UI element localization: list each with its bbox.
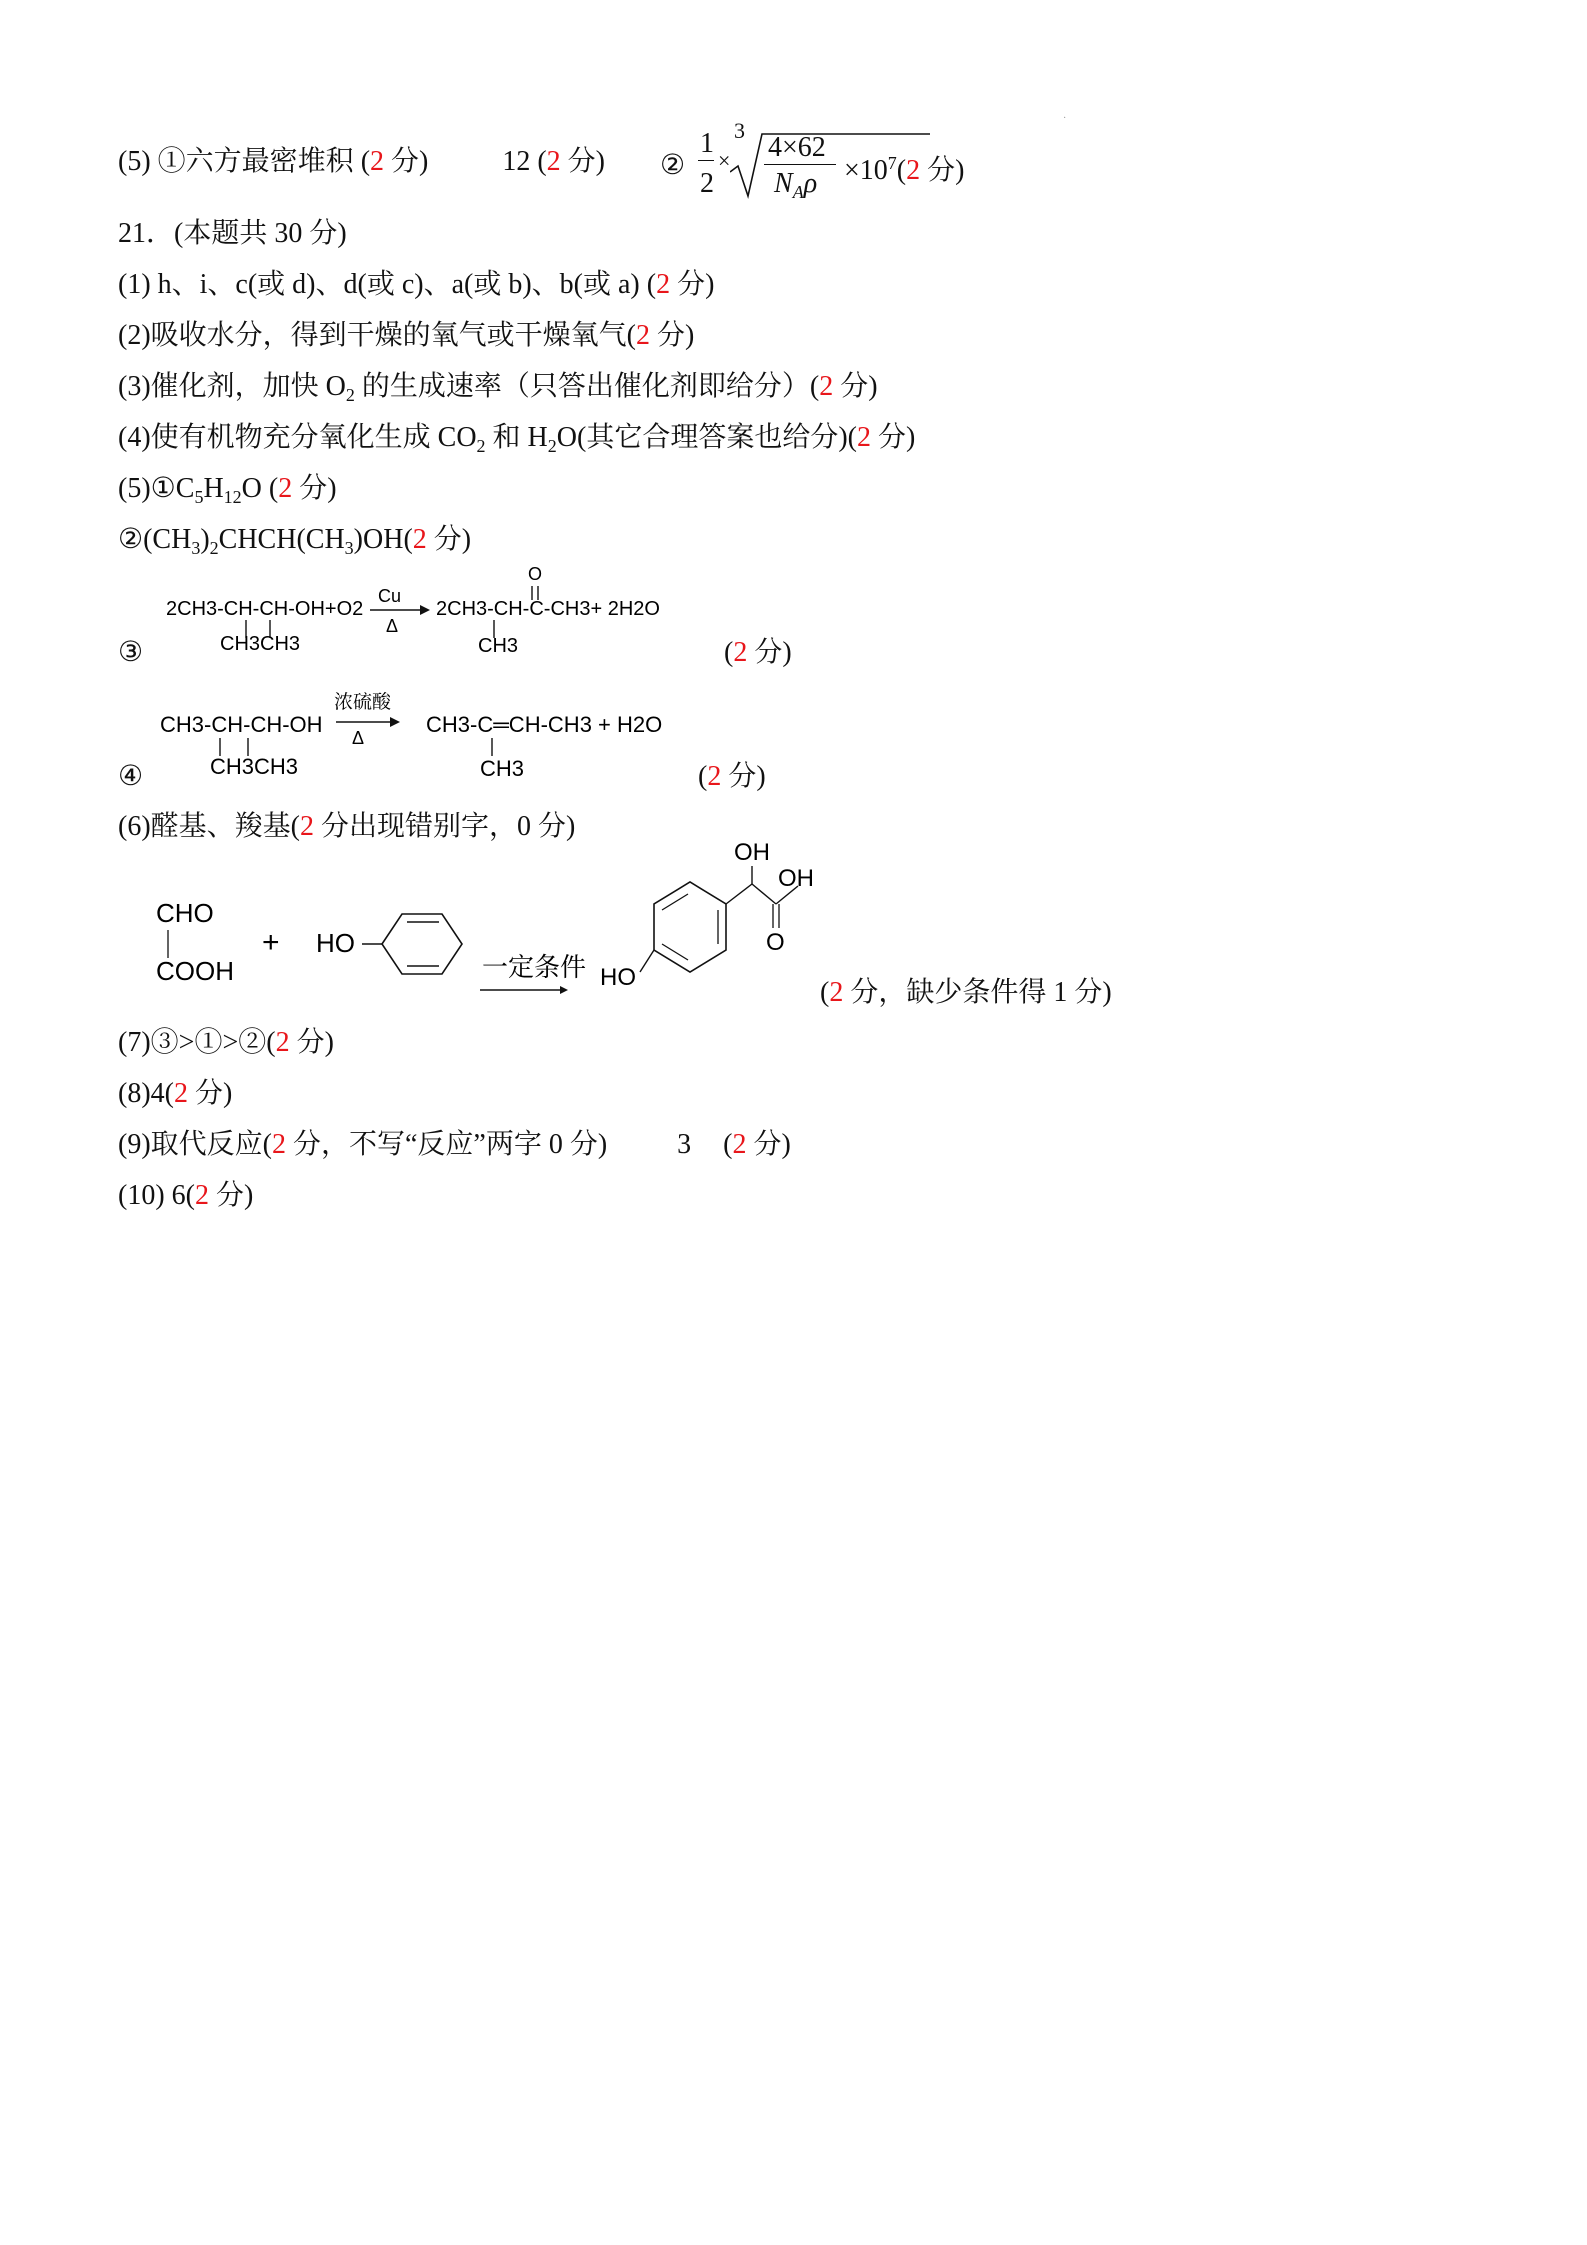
phenol-ho: HO xyxy=(316,928,355,958)
eq3-right-branch: CH3 xyxy=(478,635,519,657)
q20-5-line: (5) ①六方最密堆积 (2 分) 12 (2 分) xyxy=(118,146,605,177)
avogadro-A: A xyxy=(792,182,804,202)
eq3-catalyst: Cu xyxy=(378,586,402,606)
q20-5-value-12: 12 xyxy=(502,146,531,177)
product-oh-acid: OH xyxy=(778,865,814,892)
fraction-numerator: 1 xyxy=(700,128,714,159)
exponent: 7 xyxy=(887,153,897,173)
q20-5-formula: ② 1 2 × 3 4×62 $N_A\rho$ $\times 10^7(2$ 分) xyxy=(660,118,965,202)
score-value: 2 xyxy=(829,977,844,1008)
eq4-left-branches: CH3CH3 xyxy=(210,754,299,779)
times-ten: ×10 xyxy=(844,155,888,186)
q21-line-7: (7)③>①>②(2 分) xyxy=(118,1027,334,1058)
score-value: 2 xyxy=(733,637,748,668)
eq3-circle: ③ xyxy=(118,637,144,668)
q21-line-9: (6)醛基、羧基(2 分出现错别字，0 分) xyxy=(118,811,576,842)
score-value: 2 xyxy=(546,146,561,177)
glyoxylic-cooh: COOH xyxy=(156,956,234,986)
eq4-circle: ④ xyxy=(118,761,144,792)
score-value: 2 xyxy=(370,146,385,177)
density-rho: ρ xyxy=(803,168,818,199)
score-value: 2 xyxy=(299,811,314,842)
q20-5-part2-circle: ② xyxy=(660,150,686,181)
plus-sign: + xyxy=(262,926,280,959)
q20-5-part1-text: 六方最密堆积 xyxy=(185,146,354,177)
reaction-condition: 一定条件 xyxy=(482,952,587,982)
fraction-denominator: 2 xyxy=(700,168,714,199)
root-numerator: 4×62 xyxy=(768,132,826,163)
score-value: 2 xyxy=(275,1027,290,1058)
product-carbonyl-o: O xyxy=(766,929,785,956)
q21-line-8: (8)4(2 分) xyxy=(118,1078,233,1109)
eq4-score: (2 分) xyxy=(698,761,766,792)
q21-line-2: (2)吸收水分，得到干燥的氧气或干燥氧气(2 分) xyxy=(118,320,695,351)
score-value: 2 xyxy=(732,1129,747,1160)
score-value: 2 xyxy=(278,473,293,504)
eq3-score: (2 分) xyxy=(724,637,792,668)
product-ho: HO xyxy=(600,964,636,991)
q21-line-1: (1) h、i、c(或 d)、d(或 c)、a(或 b)、b(或 a) (2 分) xyxy=(118,269,715,300)
product-oh-alpha: OH xyxy=(734,840,770,866)
eq4-right-formula: CH3-C═CH-CH3 + H2O xyxy=(426,712,663,737)
q21-line-10: (9)取代反应(2 分，不写“反应”两字 0 分) 3 (2 分) xyxy=(118,1129,791,1160)
eq3-oxygen: O xyxy=(528,564,543,584)
score-value: 2 xyxy=(906,155,921,186)
q21-line-4: (4)使有机物充分氧化生成 $CO_2$ 和 $H_2O$(其它合理答案也给分)(2 分) xyxy=(118,422,916,456)
score-value: 2 xyxy=(819,371,834,402)
eq3-left-formula: 2CH3-CH-CH-OH+O2 xyxy=(166,598,364,620)
eq3-heat: Δ xyxy=(386,616,399,636)
root-index: 3 xyxy=(734,118,745,143)
score-value: 2 xyxy=(271,1129,286,1160)
equation-4 xyxy=(150,682,710,792)
eq4-right-branch: CH3 xyxy=(480,756,525,781)
score-value: 2 xyxy=(173,1078,188,1109)
equation-3 xyxy=(160,560,680,670)
q21-line-6: $②(CH_3)_2CHCH(CH_3)OH(2$ 分) xyxy=(118,524,472,558)
score-value: 2 xyxy=(635,320,650,351)
eq3-left-branches: CH3CH3 xyxy=(220,633,301,655)
q21-line-3: (3)催化剂，加快 $O_2$ 的生成速率（只答出催化剂即给分）(2 分) xyxy=(118,371,878,405)
scan-dot: · xyxy=(1063,113,1067,124)
q20-5-part1-circle: ① xyxy=(157,146,186,177)
eq4-left-formula: CH3-CH-CH-OH xyxy=(160,712,323,737)
q21-header: 21．(本题共 30 分) xyxy=(118,218,347,249)
eq4-catalyst: 浓硫酸 xyxy=(334,692,392,713)
product-ring xyxy=(654,882,726,972)
score-value: 2 xyxy=(707,761,722,792)
q20-5-label: (5) xyxy=(118,146,151,177)
reaction-score: (2 分，缺少条件得 1 分) xyxy=(820,977,1112,1008)
root-fraction-bar xyxy=(764,164,836,165)
q21-line-11: (10) 6(2 分) xyxy=(118,1180,254,1211)
score-value: 2 xyxy=(656,269,671,300)
times-sign: × xyxy=(718,148,731,173)
score-value: 2 xyxy=(856,422,871,453)
reaction-scheme xyxy=(150,840,830,1010)
eq3-right-formula: 2CH3-CH-C-CH3+ 2H2O xyxy=(436,598,660,620)
q21-line-5: $(5)①C_5H_{12}O$ (2 分) xyxy=(118,473,337,507)
avogadro-N: N xyxy=(774,168,793,199)
eq4-heat: Δ xyxy=(352,728,365,748)
glyoxylic-cho: CHO xyxy=(156,898,214,928)
fraction-bar xyxy=(698,160,714,161)
phenol-ring xyxy=(382,914,462,974)
score-value: 2 xyxy=(194,1180,209,1211)
score-value: 2 xyxy=(412,524,427,555)
